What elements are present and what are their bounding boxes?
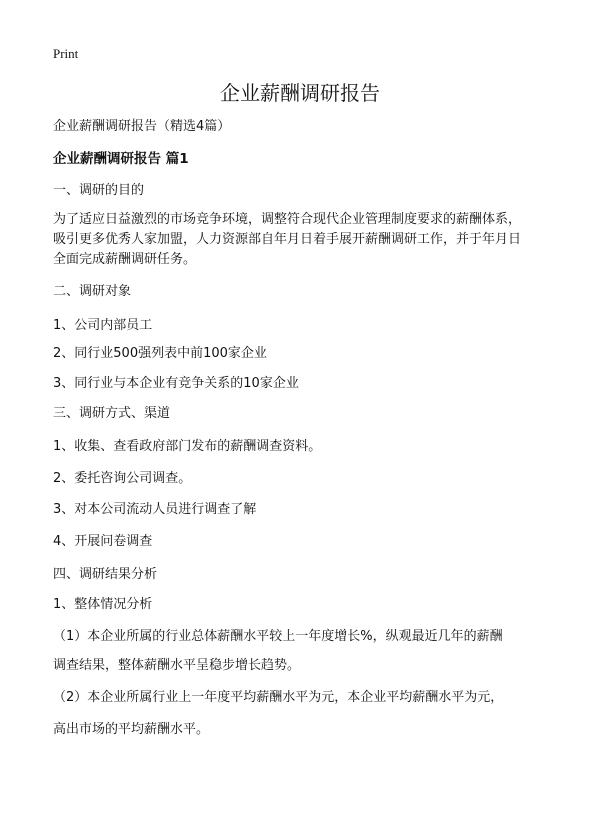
method-item: 4、开展问卷调查: [53, 534, 153, 549]
purpose-line: 为了适应日益激烈的市场竞争环境，调整符合现代企业管理制度要求的薪酬体系，: [53, 212, 522, 227]
heading-analysis: 四、调研结果分析: [53, 567, 158, 582]
heading-targets: 二、调研对象: [53, 284, 132, 299]
section-heading: 企业薪酬调研报告 篇1: [53, 151, 189, 167]
method-item: 1、收集、查看政府部门发布的薪酬调查资料。: [53, 439, 322, 454]
analysis-paragraph-2-line: 高出市场的平均薪酬水平。: [53, 722, 210, 737]
heading-purpose: 一、调研的目的: [53, 183, 145, 198]
analysis-paragraph-1-line: 调查结果，整体薪酬水平呈稳步增长趋势。: [53, 658, 301, 673]
method-item: 2、委托咨询公司调查。: [53, 471, 192, 486]
analysis-paragraph-2-line: （2）本企业所属行业上一年度平均薪酬水平为元，本企业平均薪酬水平为元，: [53, 690, 504, 705]
analysis-paragraph-1-line: （1）本企业所属的行业总体薪酬水平较上一年度增长%，纵观最近几年的薪酬: [53, 629, 503, 644]
print-label: Print: [53, 46, 79, 61]
purpose-line: 吸引更多优秀人家加盟，人力资源部自年月日着手展开薪酬调研工作，并于年月日: [53, 232, 522, 247]
heading-methods: 三、调研方式、渠道: [53, 406, 171, 421]
analysis-subheading: 1、整体情况分析: [53, 597, 153, 612]
purpose-line: 全面完成薪酬调研任务。: [53, 252, 197, 267]
target-item: 2、同行业500强列表中前100家企业: [53, 346, 267, 361]
target-item: 3、同行业与本企业有竞争关系的10家企业: [53, 376, 299, 391]
target-item: 1、公司内部员工: [53, 318, 153, 333]
page-title: 企业薪酬调研报告: [220, 81, 380, 105]
page-subtitle: 企业薪酬调研报告（精选4篇）: [53, 119, 231, 134]
purpose-paragraph: [53, 210, 553, 270]
method-item: 3、对本公司流动人员进行调查了解: [53, 502, 257, 517]
